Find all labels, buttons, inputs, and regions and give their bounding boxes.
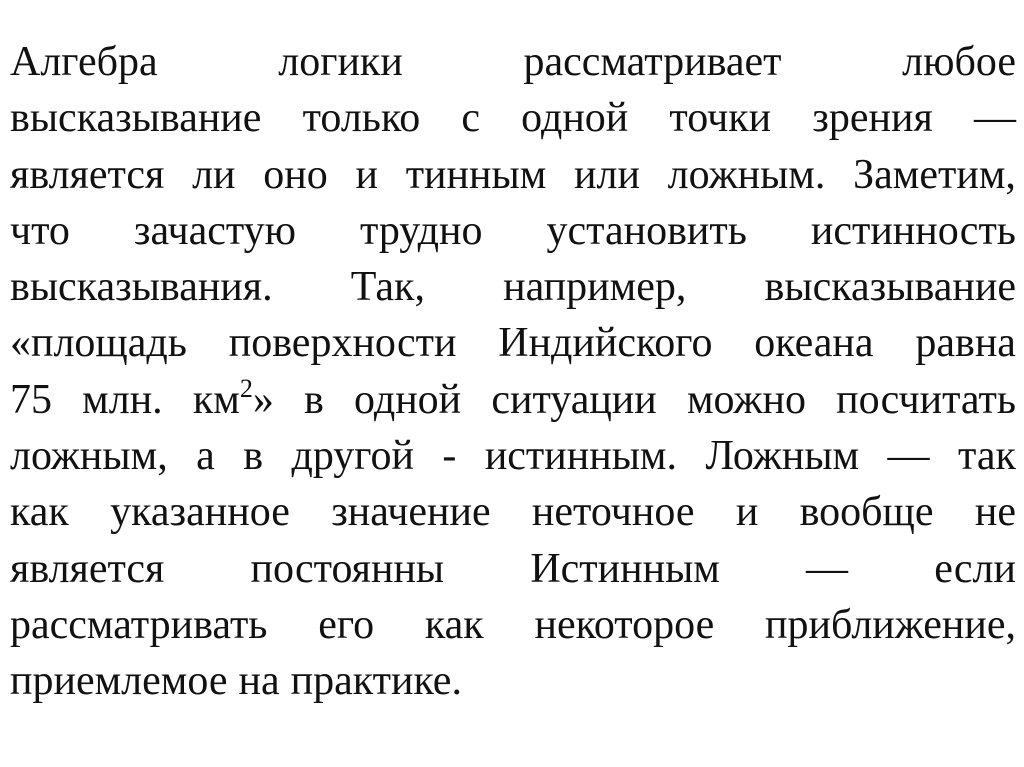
superscript-exponent: 2 [239,373,253,403]
word: трудно [359,207,483,254]
word: если [934,545,1016,592]
word: Истинным [530,545,720,592]
word: в [243,433,264,480]
text-line [10,653,1016,709]
word: зачастую [133,207,297,254]
word: только [302,95,421,142]
word: вообще [799,489,934,536]
word: например, [503,264,687,311]
word: Так, [350,264,425,311]
text-line [10,259,1016,315]
word: логики [278,39,403,85]
text-line [10,203,1016,259]
word: приближение, [765,601,1016,648]
word: неточное [531,489,695,536]
word: 75 [10,376,52,423]
word: Заметим, [853,151,1016,198]
word: одной [354,376,462,423]
word: в [304,376,324,423]
word: рассматривает [523,39,782,85]
word: любое [902,39,1016,85]
word: поверхности [228,320,457,367]
word: некоторое [534,601,715,648]
text-line [10,372,1016,428]
word: — [806,545,849,592]
word: зрения [812,95,933,142]
word: постоянны [250,545,445,592]
word: высказывание [10,95,262,142]
text-line [10,90,1016,146]
word: значение [331,489,491,536]
word: истинность [810,207,1016,254]
word: или [574,151,640,198]
word: ситуации [491,376,657,423]
word: млн. [82,376,163,423]
word: — [887,433,930,480]
word: другой [291,433,414,480]
word: как [424,601,484,648]
word: Индийского [498,320,713,367]
word: и [355,151,378,198]
word: посчитать [836,376,1016,423]
word: и [735,489,759,536]
word: что [10,207,70,254]
word: Ложным [705,433,860,480]
text-line [10,541,1016,597]
word: является [10,151,165,198]
word: одной [521,95,629,142]
word: с [461,95,481,142]
word: как [10,489,69,536]
word: «площадь [10,320,187,367]
word: — [973,95,1016,142]
body-paragraph [10,34,1016,710]
word: океана [754,320,874,367]
text-line [10,484,1016,540]
word: так [957,433,1016,480]
word: ложным, [10,433,168,480]
word: точки [669,95,772,142]
word: оно [263,151,328,198]
word: ли [192,151,236,198]
word: его [318,601,375,648]
word: высказывание [764,264,1016,311]
word: является [10,545,165,592]
word: равна [915,320,1016,367]
word: тинным [405,151,547,198]
closing-quote: » [252,376,274,423]
word: ложным. [667,151,826,198]
text-line [10,315,1016,371]
word: можно [686,376,806,423]
unit-km: км [192,376,240,423]
word: практике. [290,658,462,705]
word: указанное [110,489,290,536]
text-line [10,428,1016,484]
word: не [974,489,1016,536]
word: приемлемое [10,658,228,705]
word: установить [546,207,747,254]
word: высказывания. [10,264,273,311]
text-line [10,34,1016,90]
word: истинным. [484,433,678,480]
unit-km-squared [193,372,274,428]
word: рассматривать [10,601,268,648]
text-line [10,147,1016,203]
word: Алгебра [10,39,158,85]
word: - [442,433,457,480]
word: на [238,658,280,705]
text-line [10,597,1016,653]
word: а [196,433,215,480]
